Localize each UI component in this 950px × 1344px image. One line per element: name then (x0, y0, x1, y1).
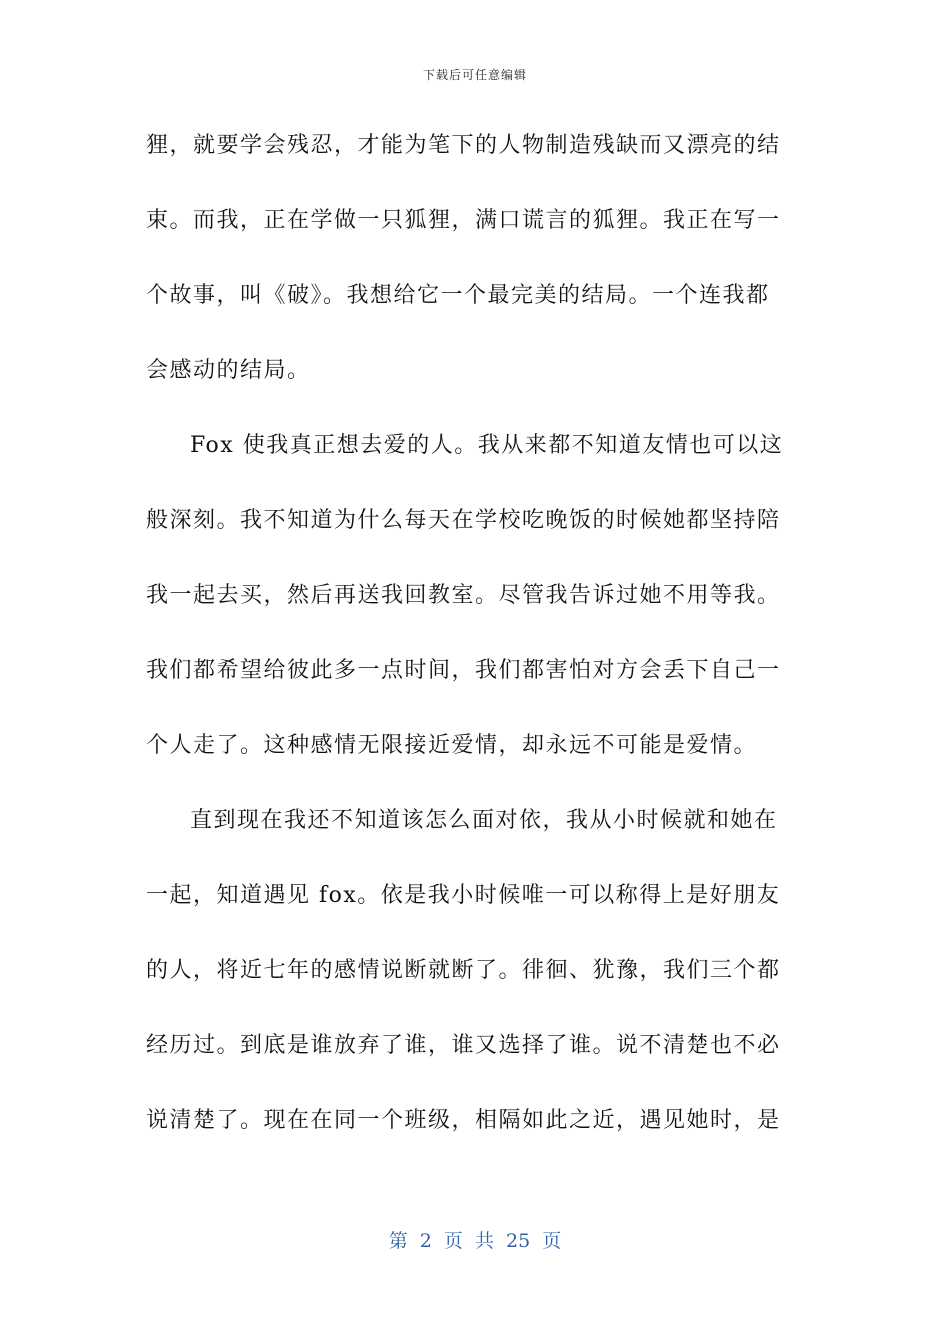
document-body (146, 126, 796, 1176)
header-note: 下载后可任意编辑 (422, 68, 527, 82)
text-line: 般深刻。我不知道为什么每天在学校吃晚饭的时候她都坚持陪 (146, 508, 781, 533)
page-number: 第 2 页 共 25 页 (388, 1230, 562, 1252)
text-line: 个故事，叫《破》。我想给它一个最完美的结局。一个连我都 (146, 283, 770, 308)
text-line: 我们都希望给彼此多一点时间，我们都害怕对方会丢下自己一 (146, 658, 781, 683)
text-line: 狸，就要学会残忍，才能为笔下的人物制造残缺而又漂亮的结 (146, 133, 781, 158)
text-line: 的人，将近七年的感情说断就断了。徘徊、犹豫，我们三个都 (146, 958, 781, 983)
text-line: 束。而我，正在学做一只狐狸，满口谎言的狐狸。我正在写一 (146, 208, 781, 233)
text-line: 一起，知道遇见 fox。依是我小时候唯一可以称得上是好朋友 (146, 883, 781, 908)
text-line: 会感动的结局。 (146, 358, 311, 383)
paragraph-first-line: 直到现在我还不知道该怎么面对依，我从小时候就和她在 (190, 808, 778, 833)
paragraph-first-line: Fox 使我真正想去爱的人。我从来都不知道友情也可以这 (190, 433, 784, 458)
text-line: 我一起去买，然后再送我回教室。尽管我告诉过她不用等我。 (146, 583, 781, 608)
text-line: 说清楚了。现在在同一个班级，相隔如此之近，遇见她时，是 (146, 1108, 781, 1133)
text-line: 经历过。到底是谁放弃了谁，谁又选择了谁。说不清楚也不必 (146, 1033, 781, 1058)
text-line: 个人走了。这种感情无限接近爱情，却永远不可能是爱情。 (146, 733, 758, 758)
